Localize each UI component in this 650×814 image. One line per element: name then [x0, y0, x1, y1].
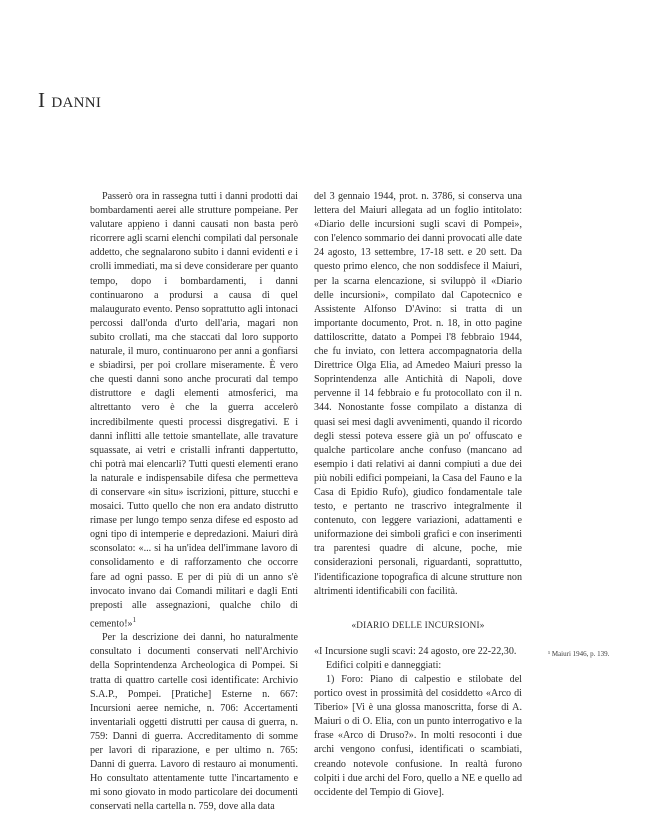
- section-title: «DIARIO DELLE INCURSIONI»: [351, 619, 485, 630]
- left-column: [90, 190, 298, 814]
- paragraph: [90, 190, 298, 631]
- paragraph-continued: del 3 gennaio 1944, prot. n. 3786, si conserva una lettera del Maiuri allegata ad un foglio intitolato: «Diario delle incursioni sugli scavi di Pompei», con l'elenco sommario dei danni provocati alle date 24 agosto, 13 settembre, 17-18 sett. e 20 sett. Da questo primo elenco, che non soddisfece il Maiuri, per la scarna elencazione, si sviluppò il «Diario delle incursioni», compilato dal Capotecnico e Assistente Alfonso D'Avino: si tratta di un importante documento, Prot. n. 18, in otto pagine dattiloscritte, datato a Pompei l'8 febbraio 1944, che fu inviato, con lettera accompagnatoria della Direttrice Olga Elia, ad Amedeo Maiuri presso la Soprintendenza alle Antichità di Napoli, dove pervenne il 14 febbraio e fu protocollato con il n. 344. Nonostante fosse compilato a distanza di quasi sei mesi dagli avvenimenti, quando il ricordo degli stessi poteva essere già un po' offuscato e qualche particolare anche confuso (mancano ad esempio i dati relativi ai danni compiuti a due dei più nobili edifici pompeiani, la Casa del Fauno e la Casa di Epidio Rufo), giudico fondamentale tale testo, e pertanto ne trascrivo integralmente il contenuto, con leggere variazioni, adattamenti e uniformazione dei simboli grafici e con inserimenti tra parentesi quadre di alcune, poche, mie considerazioni personali, riguardanti, soprattutto, l'identificazione topografica di alcune strutture non altrimenti identificabili con facilità.: [314, 191, 522, 597]
- footnote: ¹ Maiuri 1946, p. 139.: [548, 650, 610, 658]
- footnote-marker: 1: [132, 615, 137, 624]
- diary-subheading: Edifici colpiti e danneggiati:: [326, 659, 442, 671]
- chapter-title-rest: DANNI: [51, 95, 102, 111]
- paragraph: Per la descrizione dei danni, ho naturalmente consultato i documenti conservati nell'Archivio della Soprintendenza Archeologica di Pompei. Si tratta di quattro cartelle così identificate: Archivio S.A.P., Pompei. [Pratiche] Esterne n. 667: Incursioni aeree nemiche, n. 706: Accertamenti inventariali oggetti distrutti per causa di guerra, n. 759: Danni di guerra. Accreditamento di somme per lavori di riparazione, e per ultimo n. 765: Danni di guerra. Lavoro di restauro ai monumenti. Ho consultato attentamente tutte l'incartamento e mi sono giovato in modo particolare dei documenti conservati nella cartella n. 759, dove alla data: [90, 632, 298, 813]
- diary-item: 1) Foro: Piano di calpestio e stilobate del portico ovest in prossimità del cosiddetto «Arco di Tiberio» [Vi è una glossa manoscritta, forse di A. Maiuri o di O. Elia, con un punto interrogativo e la frase «Arco di Druso?». In molti resoconti i due archi vengono confusi, identificati o scambiati, creando notevole confusione. In realtà furono colpiti i due archi del Foro, quello a NE e quello ad occidente del Tempio di Giove].: [314, 674, 522, 798]
- chapter-title-initial: I: [38, 88, 46, 112]
- paragraph-text: Passerò ora in rassegna tutti i danni prodotti dai bombardamenti aerei alle strutture pompeiane. Per valutare appieno i danni causati non basta però ricorrere agli scarni elenchi compilati dal personale addetto, che segnalarono subito i danni evidenti e i crolli immediati, ma si deve considerare per quanto tempo, dopo i bombardamenti, i danni continuarono a prodursi a causa di quel malaugurato evento. Penso soprattutto agli intonaci percossi dall'onda d'urto dell'aria, magari non subito crollati, ma che staccati dal loro supporto naturale, il muro, continuarono per anni a gonfiarsi e sbiadirsi, per poi crollare miseramente. È vero che questi danni sono anche procurati dal tempo distruttore e dagli elementi atmosferici, ma altrettanto vero è che la guerra accelerò incredibilmente questi processi disgregativi. E i danni inflitti alle tettoie smantellate, alle travature squassate, ai vetri e cristalli infranti dappertutto, chi potrà mai elencarli? Tutti questi elementi erano la naturale e indispensabile difesa che permetteva di conservare «in situ» iscrizioni, pitture, stucchi e mosaici. Tutto quello che non era andato distrutto rimase per lungo tempo senza difese ed esposto ad ogni tipo di intemperie e depredazioni. Maiuri dirà sconsolato: «... si ha un'idea dell'immane lavoro di consolidamento e di rafforzamento che occorre fare ad ogni passo. E per di più di un anno s'è invocato invano dai Comandi militari e dagli Enti preposti alle assegnazioni, qualche chilo di cemento!»: [90, 191, 298, 630]
- diary-entry-heading: «I Incursione sugli scavi: 24 agosto, ore 22-22,30.: [314, 645, 517, 657]
- chapter-title: [38, 88, 101, 113]
- right-column: [314, 190, 522, 800]
